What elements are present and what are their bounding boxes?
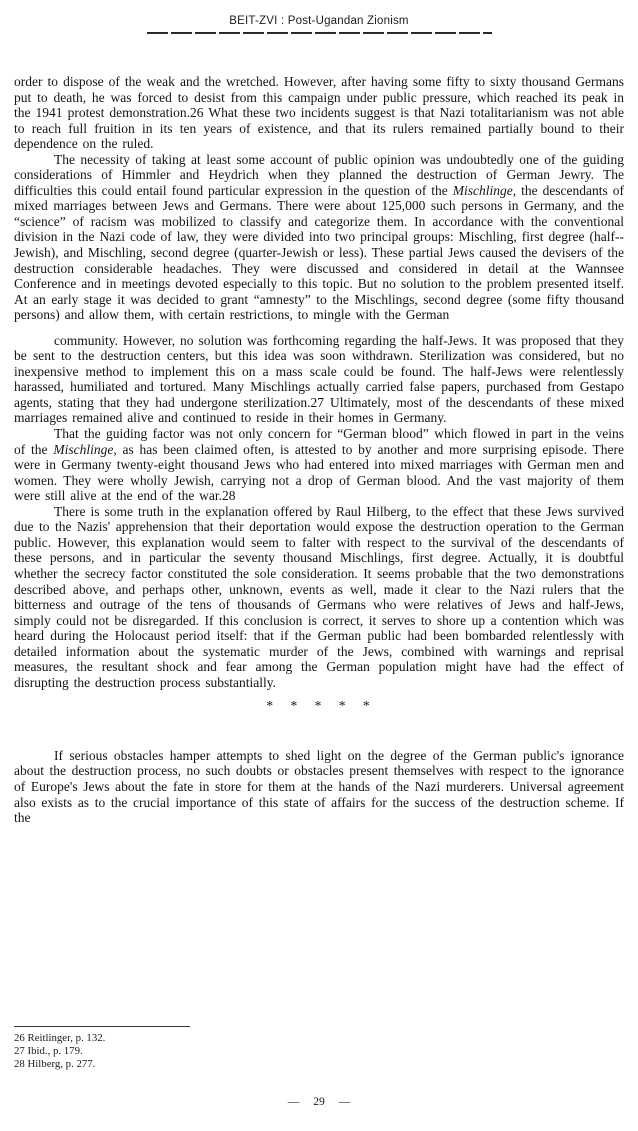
paragraph-mischlinge-necessity: The necessity of taking at least some account of public opinion was undoubtedly one of the guiding considerations of Himmler and Heydrich when they planned the destruction of German Jewry. The difficulties this could entail found particular expression in the question of the Mischlinge, the descendants of mixed marriages between Jews and Germans. There were about 125,000 such persons in Germany, and the “science” of racism was mobilized to classify and categorize them. In accordance with the conventional division in the Nazi code of law, they were divided into two principal groups: Mischling, first degree (half--Jewish), and Mischling, second degree (quarter-Jewish or less). These partial Jews caused the devisers of the destruction considerable headaches. They were discussed and considered in detail at the Wannsee Conference and in meetings devoted especially to this topic. But no solution to the problem presented itself. At an early stage it was decided to grant “amnesty” to the Mischlings, second degree (some fifty thousand persons) and allow them, with certain restrictions, to mingle with the German bbox=[14, 151, 625, 323]
paragraph-serious-obstacles: If serious obstacles hamper attempts to shed light on the degree of the German public's ignorance about the destruction process, no such doubts or obstacles present themselves with respect to the ignorance of Europe's Jews about the fate in store for them at the hands of the Nazi murderers. Universal agreement also exists as to the crucial importance of this state of affairs for the success of the destruction scheme. If the bbox=[14, 747, 624, 826]
paragraph-german-blood: That the guiding factor was not only concern for “German blood” which flowed in part in the veins of the Mischlinge, as has been claimed often, is attested to by another and more surprising episode. There were in Germany twenty-eight thousand Jews who had entered into mixed marriages with German men and women. They were wholly Jewish, carrying not a drop of German blood. And the vast majority of them were still alive at the end of the war.28 bbox=[14, 426, 625, 504]
paragraph-community-half-jews: community. However, no solution was forthcoming regarding the half-Jews. It was proposed that they be sent to the destruction centers, but this idea was soon withdrawn. Sterilization was considered, but no inexpensive method to implement this on a mass scale could be found. The half-Jews were relentlessly harassed, humiliated and tortured. Many Mischlings actually carried false papers, purchased from Gestapo agents, stating that they had undergone sterilization.27 Ultimately, most of the descendants of these mixed marriages remained alive and continued to reside in their homes in Germany. bbox=[14, 332, 624, 426]
header-rule bbox=[147, 32, 492, 34]
footer-dash-right: — bbox=[338, 1096, 351, 1108]
page-number: 29 bbox=[313, 1096, 325, 1108]
paragraph-hilberg-explanation: There is some truth in the explanation offered by Raul Hilberg, to the effect that these Jews survived due to the Nazis' apprehension that their deportation would expose the destruction operation to the German public. However, this explanation would seem to falter with respect to the survival of the descendants of these persons, and in particular the seventy thousand Mischlings, first degree. Actually, it is doubtful whether the secrecy factor constituted the sole consideration. It seems probable that the two demonstrations described above, and perhaps other, unknown, events as well, made it clear to the Nazi rulers that the bitterness and outrage of the tens of thousands of Germans who were relatives of Jews and half-Jews, simply could not be disregarded. If this conclusion is correct, it serves to shore up a contention which was heard during the Holocaust period itself: that if the German public had been bombarded relentlessly with detailed information about the systematic murder of the Jews, combined with warnings and reprisal measures, the resultant shock and fear among the German population might have had the effect of disrupting the destruction process substantially. bbox=[14, 503, 624, 690]
footnote-rule bbox=[14, 1026, 190, 1027]
paragraph-continuation: order to dispose of the weak and the wretched. However, after having some fifty to sixty thousand Germans put to death, he was forced to desist from this campaign under public pressure, which reached its peak in the 1941 protest demonstration.26 What these two incidents suggest is that Nazi totalitarianism was not able to reach full fruition in its ten years of existence, and that its rulers remained partially bound to their dependence on the ruled. bbox=[14, 74, 624, 152]
footnote-26: 26 Reitlinger, p. 132. bbox=[14, 1032, 106, 1044]
running-header-title: BEIT-ZVI : Post-Ugandan Zionism bbox=[229, 15, 409, 27]
body-text bbox=[14, 74, 624, 826]
page-footer bbox=[0, 1096, 638, 1108]
footer-dash-left: — bbox=[287, 1096, 300, 1108]
footnote-27: 27 Ibid., p. 179. bbox=[14, 1045, 83, 1057]
footnote-28: 28 Hilberg, p. 277. bbox=[14, 1058, 96, 1070]
asterisk-section-separator: * * * * * bbox=[266, 698, 372, 714]
footnotes bbox=[14, 1032, 514, 1071]
